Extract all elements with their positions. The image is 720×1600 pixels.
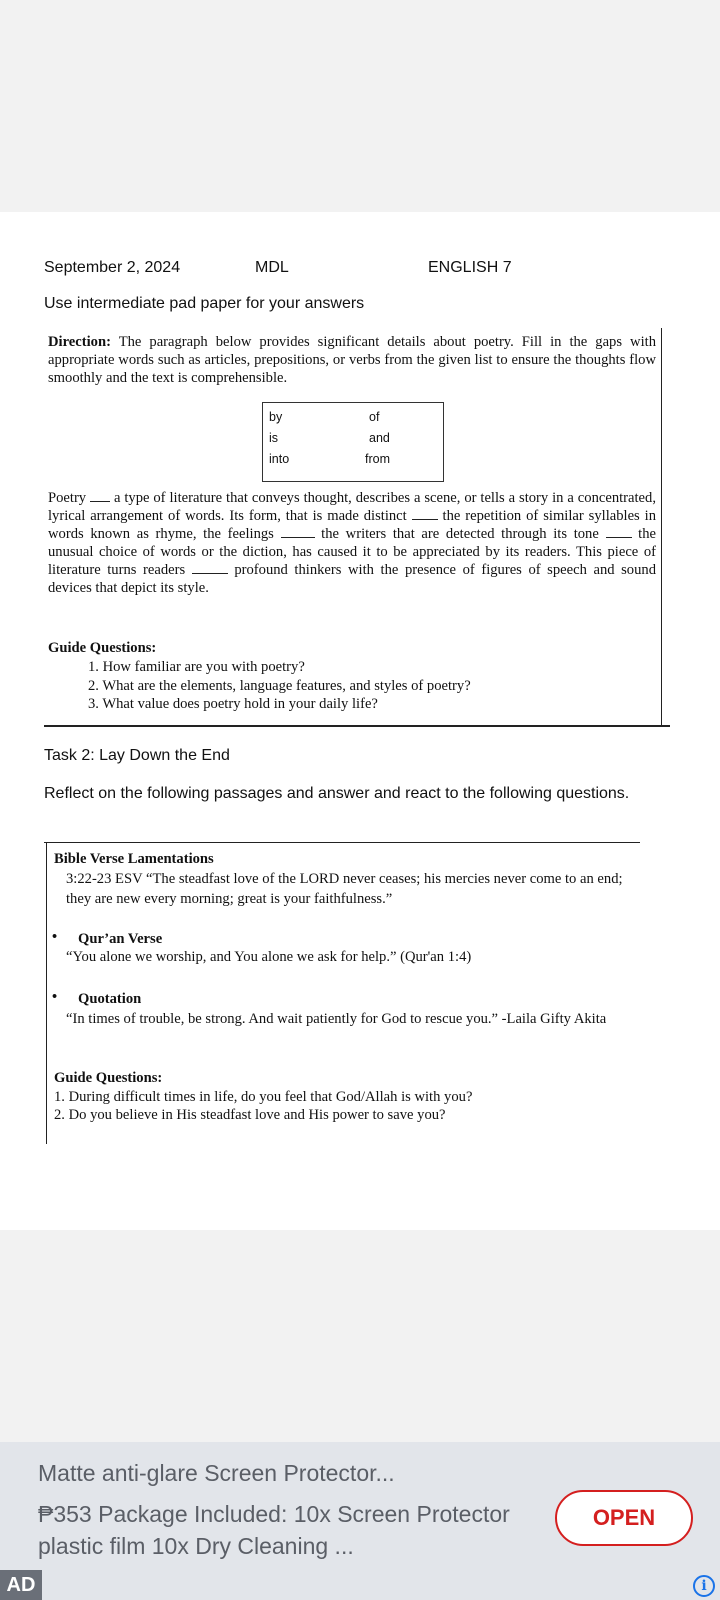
ad-banner[interactable] xyxy=(0,1442,720,1600)
guide-questions-2-title: Guide Questions: xyxy=(54,1070,163,1086)
poetry-text-5: the unusual choice of words or the diction, has caused it to be appreciated by its readers. This piece of literature turns readers xyxy=(48,526,656,578)
header-mode: MDL xyxy=(255,259,289,276)
poetry-text-4: the writers that are detected through its tone xyxy=(314,526,606,542)
task2-title: Task 2: Lay Down the End xyxy=(44,747,230,764)
direction-text: The paragraph below provides significant details about poetry. Fill in the gaps with appropriate words such as articles, prepositions, or verbs from the given list to ensure the thoughts flow smoothly and the text is comprehensible. xyxy=(48,334,656,386)
header-subject: ENGLISH 7 xyxy=(428,259,512,276)
word-list-box xyxy=(262,402,444,482)
word-into: into xyxy=(269,452,290,466)
info-icon[interactable]: i xyxy=(693,1575,715,1597)
poetry-text-2: a type of literature that conveys thought, describes a scene, or tells a story in a concentrated, lyrical arrangement of words. Its form, that is made distinct xyxy=(48,490,656,524)
bible-verse-text: 3:22-23 ESV “The steadfast love of the LORD never ceases; his mercies never come to an end; they are new every morning; great is your faithfulness.” xyxy=(66,871,623,907)
guide-questions-2-list xyxy=(54,1088,472,1124)
blank-1 xyxy=(90,489,110,502)
quotation-text: “In times of trouble, be strong. And wait patiently for God to rescue you.” -Laila Gifty Akita xyxy=(66,1011,607,1027)
guide-question-item: 1. How familiar are you with poetry? xyxy=(88,659,305,675)
quran-verse-text: “You alone we worship, and You alone we ask for help.” (Qur'an 1:4) xyxy=(66,949,472,965)
guide-question-item: 2. Do you believe in His steadfast love and His power to save you? xyxy=(54,1107,446,1123)
frame-right-border xyxy=(661,328,662,726)
guide-question-item: 3. What value does poetry hold in your daily life? xyxy=(88,696,378,712)
blank-4 xyxy=(606,525,632,538)
passage-box-left-border xyxy=(46,842,47,1144)
task2-reflect-text: Reflect on the following passages and answer and react to the following questions. xyxy=(44,785,630,802)
direction-paragraph xyxy=(48,333,656,387)
ad-description[interactable]: ₱353 Package Included: 10x Screen Protector plastic film 10x Dry Cleaning ... xyxy=(38,1501,510,1559)
bible-verse-title: Bible Verse Lamentations xyxy=(54,851,214,867)
direction-label: Direction: xyxy=(48,334,111,350)
word-of: of xyxy=(369,410,380,424)
poetry-text-1: Poetry xyxy=(48,490,91,506)
blank-5 xyxy=(192,561,228,574)
word-is: is xyxy=(269,431,279,445)
poetry-text-3: the repetition of similar syllables in words known as rhyme, the feelings xyxy=(48,508,656,542)
guide-questions-list xyxy=(88,658,471,714)
blank-3 xyxy=(281,525,315,538)
bullet-icon: • xyxy=(52,929,58,945)
header-date: September 2, 2024 xyxy=(44,259,181,276)
guide-question-item: 2. What are the elements, language features, and styles of poetry? xyxy=(88,677,471,694)
bullet-icon: • xyxy=(52,989,58,1005)
word-and: and xyxy=(369,431,390,445)
quran-verse-title: Qur’an Verse xyxy=(78,931,163,947)
word-from: from xyxy=(365,452,390,466)
ad-open-button[interactable]: OPEN xyxy=(555,1490,693,1546)
frame-bottom-border xyxy=(44,725,670,727)
poetry-text-6: profound thinkers with the presence of figures of speech and sound devices that depict its style. xyxy=(48,562,656,596)
guide-questions-title: Guide Questions: xyxy=(48,640,157,656)
blank-2 xyxy=(412,507,438,520)
quotation-title: Quotation xyxy=(78,991,142,1007)
poetry-paragraph xyxy=(48,489,656,597)
ad-title[interactable]: Matte anti-glare Screen Protector... xyxy=(38,1460,395,1486)
guide-question-item: 1. During difficult times in life, do you feel that God/Allah is with you? xyxy=(54,1089,473,1105)
document-page xyxy=(0,212,720,1230)
passage-box-top-border xyxy=(44,842,640,843)
instruction-text: Use intermediate pad paper for your answers xyxy=(44,295,365,312)
ad-badge: AD xyxy=(0,1570,42,1600)
word-by: by xyxy=(269,410,283,424)
